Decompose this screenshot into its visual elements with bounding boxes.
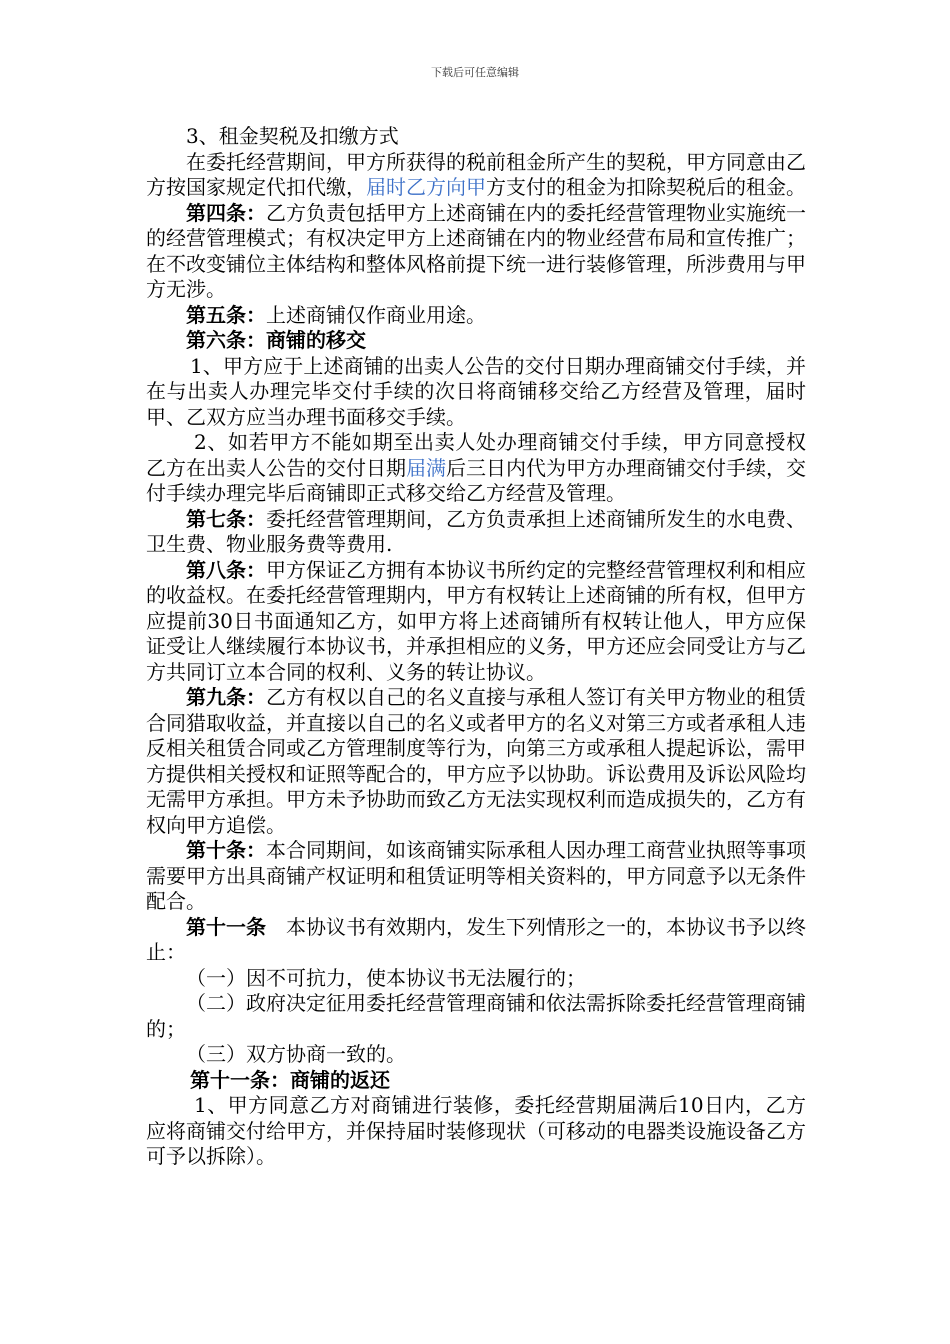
paragraph-text: 1、甲方同意乙方对商铺进行装修，委托经营期届满后10日内，乙方应将商铺交付给甲方，并保持届时装修现状（可移动的电器类设施设备乙方可予以拆除）。 [146,1093,806,1168]
hyperlink[interactable]: 届满 [406,455,446,480]
clause-heading: 第十条： [186,838,266,862]
paragraph-text: 上述商铺仅作商业用途。 [266,302,486,327]
paragraph-text-tail: 方支付的租金为扣除契税后的租金。 [486,175,806,199]
hyperlink[interactable]: 届时乙方向甲 [366,175,486,199]
clause-heading: 第九条： [186,685,266,709]
paragraph [146,328,806,354]
paragraph-text: 甲方保证乙方拥有本协议书所约定的完整经营管理权利和相应的收益权。在委托经营管理期内，甲方有权转让上述商铺的所有权，但甲方应提前30日书面通知乙方，如甲方将上述商铺所有权转让他人，甲方应保证受让人继续履行本协议书，并承担相应的义务，甲方还应会同受让方与乙方共同订立本合同的权利、义务的转让协议。 [146,557,806,684]
document-body [146,124,806,1170]
paragraph-text: （三）双方协商一致的。 [186,1042,406,1066]
paragraph-text: 委托经营管理期间，乙方负责承担上述商铺所发生的水电费、卫生费、物业服务费等费用. [146,506,806,556]
clause-heading: 第八条： [186,557,266,582]
paragraph [146,303,806,329]
paragraph [146,354,806,431]
paragraph-text: 在委托经营期间，甲方所获得的税前租金所产生的契税，甲方同意由乙方按国家规定代扣代缴， [146,149,806,199]
paragraph [146,558,806,686]
paragraph-text-tail: 后三日内代为甲方办理商铺交付手续，交付手续办理完毕后商铺即正式移交给乙方经营及管理。 [146,455,806,505]
paragraph-text: 3、租金契税及扣缴方式 [186,124,399,148]
paragraph-text: 乙方负责包括甲方上述商铺在内的委托经营管理物业实施统一的经营管理模式；有权决定甲方上述商铺在内的物业经营布局和宣传推广；在不改变铺位主体结构和整体风格前提下统一进行装修管理，所涉费用与甲方无涉。 [146,200,806,301]
paragraph-text: 本合同期间，如该商铺实际承租人因办理工商营业执照等事项需要甲方出具商铺产权证明和租赁证明等相关资料的，甲方同意予以无条件配合。 [146,838,806,913]
clause-heading: 第四条： [186,200,266,225]
clause-heading: 第五条： [186,302,266,327]
clause-heading: 第六条：商铺的移交 [186,328,366,352]
paragraph-text: （一）因不可抗力，使本协议书无法履行的； [186,965,586,990]
paragraph [146,991,806,1042]
paragraph [146,507,806,558]
paragraph-text: 2、如若甲方不能如期至出卖人处办理商铺交付手续，甲方同意授权乙方在出卖人公告的交付日期 [146,430,806,480]
paragraph [146,1093,806,1170]
paragraph [146,124,806,150]
page-header: 下载后可任意编辑 [431,66,519,79]
paragraph-text: 本协议书有效期内，发生下列情形之一的，本协议书予以终止： [146,914,806,964]
paragraph [146,150,806,201]
paragraph-text: 1、甲方应于上述商铺的出卖人公告的交付日期办理商铺交付手续，并在与出卖人办理完毕交付手续的次日将商铺移交给乙方经营及管理，届时甲、乙双方应当办理书面移交手续。 [146,353,806,429]
clause-heading: 第十一条：商铺的返还 [190,1067,390,1092]
paragraph [146,1042,806,1068]
paragraph [146,915,806,966]
paragraph [146,430,806,507]
paragraph [146,1068,806,1094]
clause-heading: 第七条： [186,506,266,531]
paragraph-text: 乙方有权以自己的名义直接与承租人签订有关甲方物业的租赁合同猎取收益，并直接以自己的名义或者甲方的名义对第三方或者承租人违反相关租赁合同或乙方管理制度等行为，向第三方或承租人提起诉讼，需甲方提供相关授权和证照等配合的，甲方应予以协助。诉讼费用及诉讼风险均无需甲方承担。甲方未予协助而致乙方无法实现权利而造成损失的，乙方有权向甲方追偿。 [146,685,806,837]
paragraph [146,201,806,303]
paragraph [146,966,806,992]
clause-heading: 第十一条 [186,914,266,939]
paragraph [146,838,806,915]
paragraph-text: （二）政府决定征用委托经营管理商铺和依法需拆除委托经营管理商铺的； [146,991,806,1041]
paragraph [146,685,806,838]
